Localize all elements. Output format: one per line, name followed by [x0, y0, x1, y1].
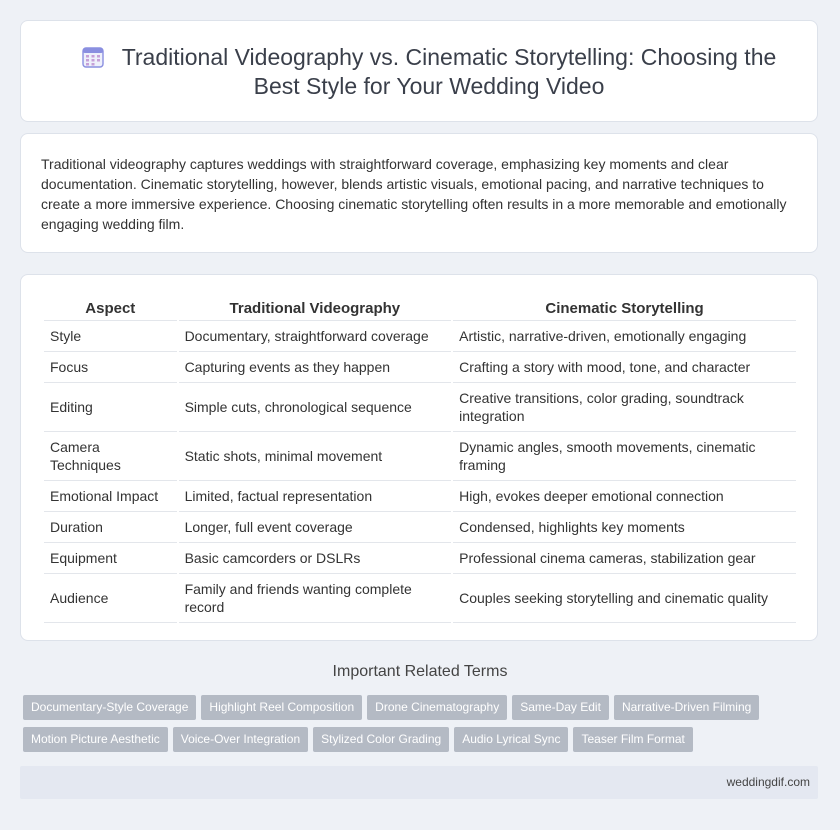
related-term-tag[interactable]: Stylized Color Grading: [313, 727, 449, 752]
cell-traditional: Basic camcorders or DSLRs: [179, 543, 452, 574]
tag-row: [23, 727, 803, 752]
page-title: [61, 43, 797, 101]
cell-traditional: Capturing events as they happen: [179, 352, 452, 383]
cell-aspect: Focus: [44, 352, 177, 383]
cell-aspect: Duration: [44, 512, 177, 543]
cell-aspect: Editing: [44, 383, 177, 432]
related-term-tag[interactable]: Audio Lyrical Sync: [454, 727, 568, 752]
cell-cinematic: Couples seeking storytelling and cinematic quality: [453, 574, 796, 623]
calendar-icon: [82, 46, 104, 68]
cell-cinematic: High, evokes deeper emotional connection: [453, 481, 796, 512]
tag-row: [23, 695, 803, 720]
cell-aspect: Camera Techniques: [44, 432, 177, 481]
comparison-card: [20, 274, 818, 641]
table-row: [44, 321, 796, 352]
related-term-tag[interactable]: Teaser Film Format: [573, 727, 692, 752]
table-header-row: [44, 295, 796, 321]
page-title-text: Traditional Videography vs. Cinematic Storytelling: Choosing the Best Style for Your Wedding Video: [121, 44, 777, 99]
cell-traditional: Simple cuts, chronological sequence: [179, 383, 452, 432]
cell-aspect: Style: [44, 321, 177, 352]
related-terms-tags: [23, 695, 803, 759]
cell-cinematic: Creative transitions, color grading, soundtrack integration: [453, 383, 796, 432]
cell-traditional: Limited, factual representation: [179, 481, 452, 512]
cell-cinematic: Dynamic angles, smooth movements, cinematic framing: [453, 432, 796, 481]
header-aspect: Aspect: [44, 295, 177, 321]
cell-traditional: Family and friends wanting complete record: [179, 574, 452, 623]
cell-traditional: Static shots, minimal movement: [179, 432, 452, 481]
table-row: [44, 432, 796, 481]
intro-paragraph: Traditional videography captures weddings with straightforward coverage, emphasizing key moments and clear documentation. Cinematic storytelling, however, blends artistic visuals, emotional pacing, and narrative techniques to create a more immersive experience. Choosing cinematic storytelling often results in a more memorable and emotionally engaging wedding film.: [41, 156, 787, 232]
cell-cinematic: Professional cinema cameras, stabilization gear: [453, 543, 796, 574]
related-term-tag[interactable]: Voice-Over Integration: [173, 727, 308, 752]
related-terms-heading: Important Related Terms: [332, 663, 508, 680]
table-row: [44, 543, 796, 574]
related-term-tag[interactable]: Motion Picture Aesthetic: [23, 727, 168, 752]
related-term-tag[interactable]: Documentary-Style Coverage: [23, 695, 196, 720]
table-row: [44, 574, 796, 623]
comparison-table: [42, 295, 798, 623]
cell-aspect: Audience: [44, 574, 177, 623]
cell-aspect: Emotional Impact: [44, 481, 177, 512]
table-row: [44, 383, 796, 432]
cell-cinematic: Crafting a story with mood, tone, and character: [453, 352, 796, 383]
title-card: [20, 20, 818, 122]
cell-cinematic: Artistic, narrative-driven, emotionally engaging: [453, 321, 796, 352]
related-term-tag[interactable]: Highlight Reel Composition: [201, 695, 362, 720]
table-row: [44, 481, 796, 512]
footer-bar: [20, 766, 818, 799]
intro-card: [20, 133, 818, 253]
table-row: [44, 512, 796, 543]
related-term-tag[interactable]: Narrative-Driven Filming: [614, 695, 759, 720]
footer-site-link[interactable]: weddingdif.com: [726, 775, 810, 789]
related-term-tag[interactable]: Drone Cinematography: [367, 695, 507, 720]
header-traditional: Traditional Videography: [179, 295, 452, 321]
cell-aspect: Equipment: [44, 543, 177, 574]
table-row: [44, 352, 796, 383]
cell-traditional: Documentary, straightforward coverage: [179, 321, 452, 352]
header-cinematic: Cinematic Storytelling: [453, 295, 796, 321]
related-term-tag[interactable]: Same-Day Edit: [512, 695, 609, 720]
cell-cinematic: Condensed, highlights key moments: [453, 512, 796, 543]
cell-traditional: Longer, full event coverage: [179, 512, 452, 543]
